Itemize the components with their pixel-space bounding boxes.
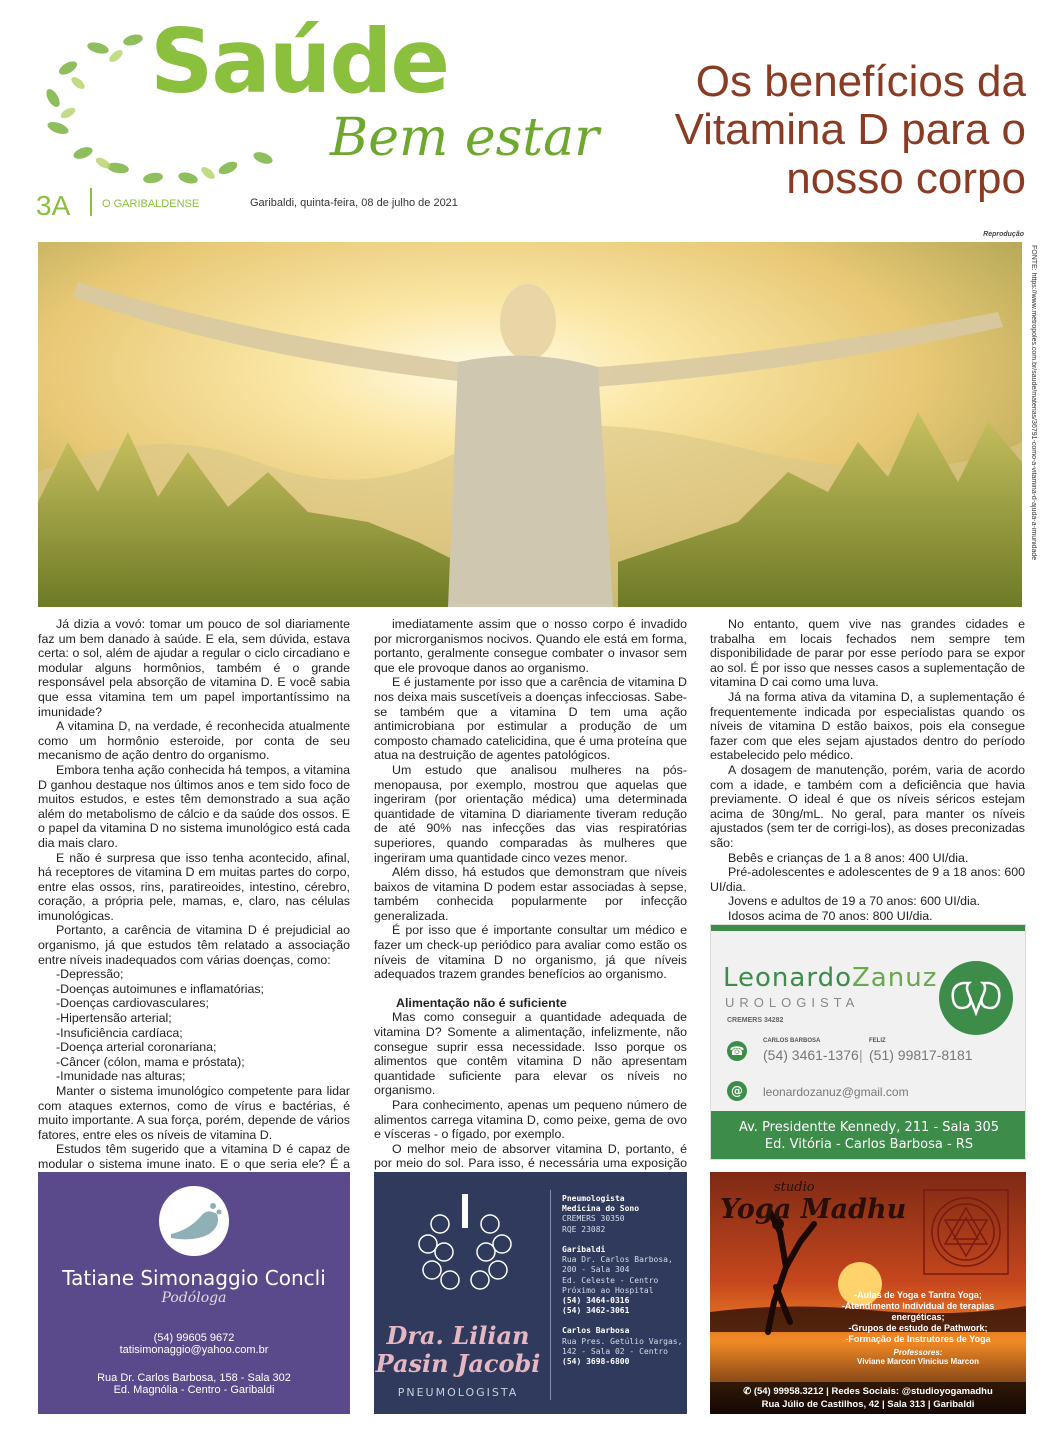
foot-logo-icon xyxy=(159,1186,229,1256)
contact-line: CREMERS 30350 xyxy=(562,1214,625,1224)
service-item: -Grupos de estudo de Pathwork; xyxy=(848,1323,988,1333)
paragraph: E não é surpresa que isso tenha acontecido, afinal, há receptores de vitamina D em muitas partes do corpo, entre elas ossos, rins, paratireoides, intestino, cérebro, coração, a própria pele, mamas, e, claro, nas células imunológicas. xyxy=(38,850,350,923)
article-subheading: Alimentação não é suficiente xyxy=(396,995,567,1010)
professors-names: Viviane Marcon Vinicius Marcon xyxy=(857,1357,979,1366)
paragraph: A vitamina D, na verdade, é reconhecida atualmente como um hormônio esteroide, por conta de seu mecanismo de ação dentro do organismo. xyxy=(38,719,350,763)
page-number: 3A xyxy=(36,190,71,221)
contact-line: Rua Pres. Getúlio Vargas, xyxy=(562,1336,683,1346)
list-item: -Doença arterial coronariana; xyxy=(56,1040,217,1055)
pneumo-specialty: PNEUMOLOGISTA xyxy=(397,1386,519,1399)
paragraph: Jovens e adultos de 19 a 70 anos: 600 UI/dia. xyxy=(728,894,981,909)
ad-urologist: LeonardoZanuz UROLOGISTA CREMERS 34282 ☎ CARLOS BARBOSA (54) 3461-1376 | FELIZ (51) 99817-8181 @ leonardozanuz@gmail.com Av. Presidentte Kennedy, 211 - Sala 305 Ed. Vitória - Carlos Barbosa - RS xyxy=(710,924,1026,1160)
phone-icon: ☎ xyxy=(727,1041,747,1061)
kidney-icon xyxy=(939,961,1013,1035)
list-item: -Doenças autoimunes e inflamatórias; xyxy=(56,981,264,996)
contact-line: (54) 3462-3061 xyxy=(562,1306,630,1316)
article-column-3 xyxy=(710,617,1025,967)
contact-line: Garibaldi xyxy=(562,1244,606,1254)
contact-line: Carlos Barbosa xyxy=(562,1326,630,1336)
paragraph: Um estudo que analisou mulheres na pós-menopausa, por exemplo, mostrou que aquelas que ingeriram (por orientação médica) uma determinada quantidade de vitamina D diariamente tiveram redução de até 90% nas infecções das vias respiratórias superiores, quando comparadas às mulheres que ingeriram uma quantidade cinco vezes menor. xyxy=(374,762,687,865)
article-headline: Os benefícios da Vitamina D para o nosso corpo xyxy=(674,57,1026,203)
paragraph: Portanto, a carência de vitamina D é prejudicial ao organismo, já que estudos têm relatado a associação entre níveis inadequados com várias doenças, como: xyxy=(38,923,350,967)
contact-line: 142 - Sala 02 - Centro xyxy=(562,1346,668,1356)
at-icon: @ xyxy=(727,1081,747,1101)
contact-line: RQE 23082 xyxy=(562,1224,606,1234)
city-label-1: CARLOS BARBOSA xyxy=(763,1038,821,1044)
contact-line: Próximo ao Hospital xyxy=(562,1285,654,1295)
paragraph: Mas como conseguir a quantidade adequada de vitamina D? Somente a alimentação, infelizmente, não consegue suprir essa necessidade. Isso porque os alimentos que contêm vitamina D não apresentam quantidade suficiente para elevar os níveis no organismo. xyxy=(374,1010,687,1098)
dateline: Garibaldi, quinta-feira, 08 de julho de 2021 xyxy=(250,197,458,209)
podiatrist-name: Tatiane Simonaggio Concli xyxy=(62,1266,326,1290)
address-line-1: Av. Presidentte Kennedy, 211 - Sala 305 xyxy=(738,1120,1000,1135)
doctor-name-line-2: Pasin Jacobi xyxy=(375,1349,541,1378)
yoga-contact[interactable]: ✆ (54) 99958.3212 | Redes Sociais: @studioyogamadhu xyxy=(743,1386,993,1397)
contact-line: Ed. Celeste - Centro xyxy=(562,1275,659,1285)
podiatrist-address-1: Rua Dr. Carlos Barbosa, 158 - Sala 302 xyxy=(97,1372,291,1384)
ad-pneumologist xyxy=(374,1172,687,1414)
paragraph: No entanto, quem vive nas grandes cidades e trabalha em locais fechados nem sempre tem disponibilidade de parar por esse período para se expor ao sol. É por isso que nesses casos a suplementação de vitamina D cai como uma luva. xyxy=(710,617,1025,690)
list-item: -Hipertensão arterial; xyxy=(56,1011,172,1026)
source-note: FONTE: https://www.metropoles.com.br/saude/materias/36791-como-a-vitamina-d-ajuda-a-imunidade xyxy=(1030,245,1037,561)
address-line-2: Ed. Vitória - Carlos Barbosa - RS xyxy=(764,1137,974,1152)
divider xyxy=(90,188,92,216)
professors-label: Professores: xyxy=(893,1348,943,1357)
city-label-2: FELIZ xyxy=(869,1038,886,1044)
paragraph: Para conhecimento, apenas um pequeno número de alimentos carrega vitamina D, como peixe, gema de ovo e vísceras - o fígado, por exemplo. xyxy=(374,1098,687,1142)
contact-line: Rua Dr. Carlos Barbosa, xyxy=(562,1255,673,1265)
email[interactable]: leonardozanuz@gmail.com xyxy=(763,1085,909,1099)
paragraph: Bebês e crianças de 1 a 8 anos: 400 UI/dia. xyxy=(728,850,969,865)
doctor-first-name: Leonardo xyxy=(723,963,852,993)
lungs-flower-icon xyxy=(410,1194,520,1304)
doctor-name-line-1: Dra. Lilian xyxy=(386,1321,530,1350)
specialty: UROLOGISTA xyxy=(725,995,860,1010)
list-item: -Insuficiência cardíaca; xyxy=(56,1025,183,1040)
yoga-address: Rua Júlio de Castilhos, 42 | Sala 313 | Garibaldi xyxy=(761,1399,975,1410)
paragraph: Já na forma ativa da vitamina D, a suplementação é frequentemente indicada por especialistas quando os níveis de vitamina D estão baixos, pois ela consegue fazer com que eles sejam ajustados dentro do período estabelecido pelo médico. xyxy=(710,689,1025,763)
contact-line: 200 - Sala 304 xyxy=(562,1265,630,1275)
list-item: -Depressão; xyxy=(56,967,124,982)
paragraph: Idosos acima de 70 anos: 800 UI/dia. xyxy=(728,908,933,923)
paragraph: Já dizia a vovó: tomar um pouco de sol diariamente faz um bem danado à saúde. E ela, sem dúvida, estava certa: o sol, além de ajudar a regular o ciclo circadiano e modular alguns hormônios, também é o grande responsável pela absorção de vitamina D. E você sabia que essa vitamina tem um papel importantíssimo na imunidade? xyxy=(38,617,350,719)
service-item: -Aulas de Yoga e Tantra Yoga; xyxy=(854,1290,982,1300)
phone-2[interactable]: (51) 99817-8181 xyxy=(869,1047,973,1063)
podiatrist-role: Podóloga xyxy=(161,1290,227,1306)
doctor-last-name: Zanuz xyxy=(852,963,938,993)
phone-1[interactable]: (54) 3461-1376 xyxy=(763,1047,859,1063)
section-subtitle: Bem estar xyxy=(330,108,600,168)
paragraph: A dosagem de manutenção, porém, varia de acordo com a idade, e também com a deficiência que havia previamente. O ideal é que os níveis séricos estejam acima de 30ng/mL. No geral, para manter os níveis ajustados (sem ter de corrigi-los), as doses preconizadas são: xyxy=(710,762,1025,850)
studio-name: Yoga Madhu xyxy=(720,1194,907,1225)
registration: CREMERS 34282 xyxy=(727,1017,784,1024)
contact-line: (54) 3698-6800 xyxy=(562,1357,630,1366)
ad-yoga-studio xyxy=(710,1172,1026,1414)
contact-line xyxy=(562,1235,682,1245)
whatsapp-icon: ✆ xyxy=(743,1386,754,1397)
contact-line: Medicina do Sono xyxy=(562,1204,640,1214)
podiatrist-email[interactable]: tatisimonaggio@yahoo.com.br xyxy=(119,1344,269,1356)
paragraph: Pré-adolescentes e adolescentes de 9 a 18 anos: 600 UI/dia. xyxy=(710,865,1025,894)
studio-label: studio xyxy=(774,1180,815,1195)
newspaper-name: O GARIBALDENSE xyxy=(102,198,200,210)
service-item: -Atendimento Individual de terapias energéticas; xyxy=(841,1301,995,1322)
paragraph: É por isso que é importante consultar um médico e fazer um check-up periódico para avaliar como estão os níveis de vitamina D no organismo, já que níveis adequados trazem grandes benefícios ao organismo. xyxy=(374,923,687,982)
section-title: Saúde xyxy=(150,10,449,113)
ad-podiatrist xyxy=(38,1172,350,1414)
article-column-1 xyxy=(38,617,350,1201)
paragraph: Além disso, há estudos que demonstram que níveis baixos de vitamina D podem estar associadas à sepse, também conhecida popularmente por infecção generalizada. xyxy=(374,865,687,923)
list-item: -Câncer (cólon, mama e próstata); xyxy=(56,1054,245,1069)
pneumo-contact-list xyxy=(562,1194,682,1367)
paragraph: O melhor meio de absorver vitamina D, portanto, é por meio do sol. Para isso, é necessária uma exposição xyxy=(374,1141,687,1171)
podiatrist-address-2: Ed. Magnólia - Centro - Garibaldi xyxy=(113,1384,275,1396)
podiatrist-phone[interactable]: (54) 99605 9672 xyxy=(153,1332,235,1344)
contact-line xyxy=(562,1316,682,1326)
service-item: -Formação de Instrutores de Yoga xyxy=(845,1334,991,1344)
paragraph: Estudos têm sugerido que a vitamina D é capaz de modular o sistema imune inato. E o que seria ele? É a xyxy=(38,1142,350,1171)
list-item: -Doenças cardiovasculares; xyxy=(56,996,209,1011)
photo-credit: Reprodução xyxy=(983,231,1024,238)
hero-photo-woman-sunrise xyxy=(38,242,1022,607)
article-column-2 xyxy=(374,617,687,1200)
paragraph: Embora tenha ação conhecida há tempos, a vitamina D ganhou destaque nos últimos anos e tem sido foco de muitos estudos, e estes têm demonstrado a sua ação além do metabolismo de cálcio e da saúde dos ossos. E o papel da vitamina D no sistema imunológico está cada dia mais claro. xyxy=(38,762,350,850)
yoga-services xyxy=(820,1290,1016,1345)
paragraph: Manter o sistema imunológico competente para lidar com ataques externos, como de vírus e bactérias, é muito importante. A sua força, porém, depende de vários fatores, entre eles os níveis de vitamina D. xyxy=(38,1084,350,1142)
paragraph: E é justamente por isso que a carência de vitamina D nos deixa mais suscetíveis a doenças infecciosas. Sabe-se também que a vitamina D tem uma ação antimicrobiana por estimular a produção de um composto chamado catelicidina, que é uma proteína que atua na destruição de agentes patológicos. xyxy=(374,675,687,763)
paragraph: imediatamente assim que o nosso corpo é invadido por microrganismos nocivos. Quando ele está em forma, portanto, geralmente consegue combater o invasor sem que ele provoque danos ao organismo. xyxy=(374,617,687,675)
contact-line: (54) 3464-0316 xyxy=(562,1295,630,1305)
list-item: -Imunidade nas alturas; xyxy=(56,1069,186,1084)
contact-line: Pneumologista xyxy=(562,1194,625,1203)
